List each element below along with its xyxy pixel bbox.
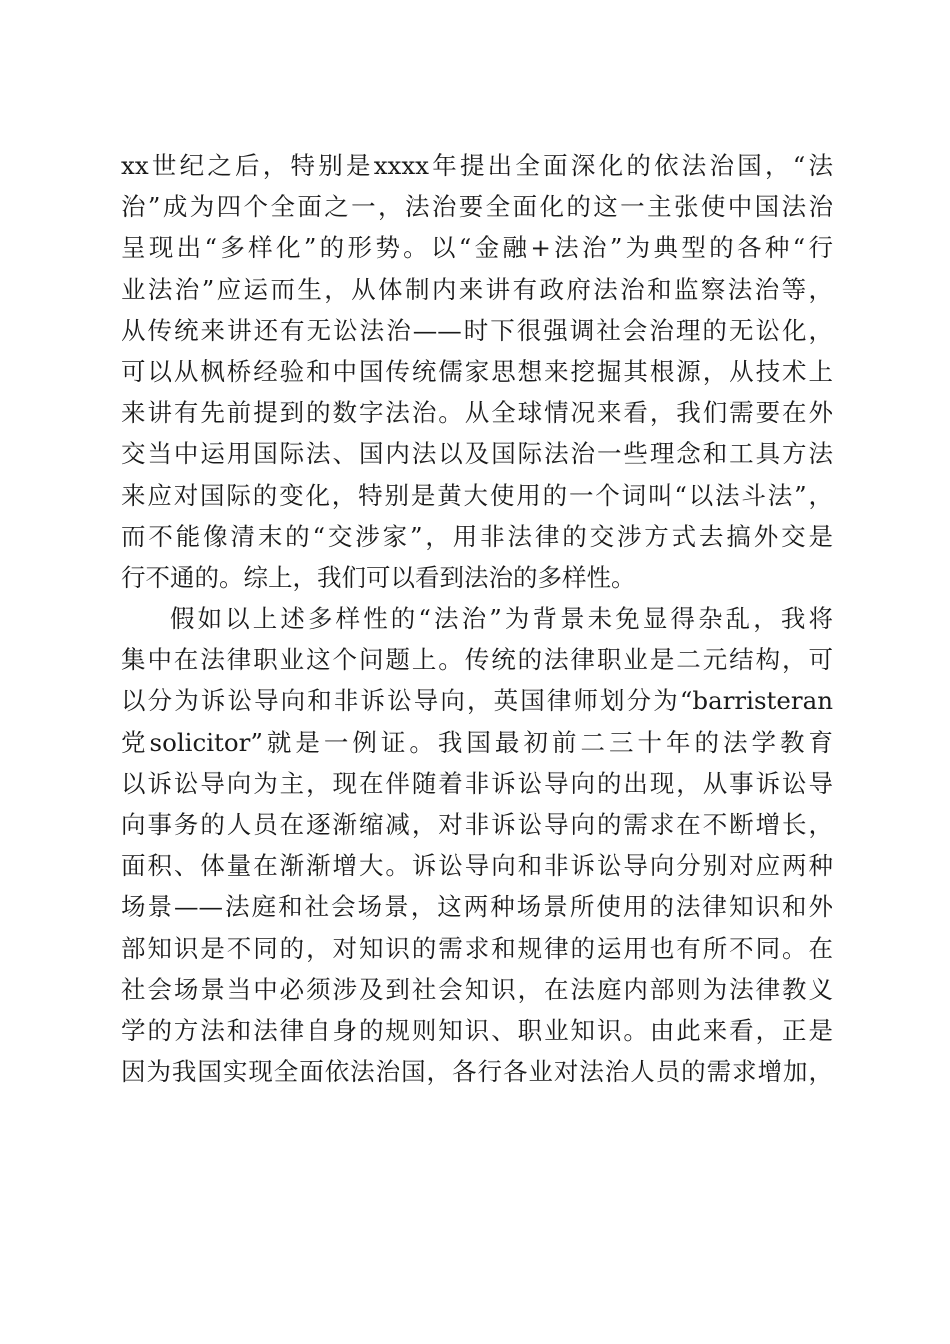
text-line: 社会场景当中必须涉及到社会知识，在法庭内部则为法律教义	[121, 974, 833, 1004]
text-line: 向事务的人员在逐渐缩减，对非诉讼导向的需求在不断增长，	[121, 810, 833, 839]
paragraph-1	[121, 145, 833, 598]
text-line: 呈现出“多样化”的形势。以“金融+法治”为典型的各种“行	[121, 233, 833, 263]
text-line: 部知识是不同的，对知识的需求和规律的运用也有所不同。在	[121, 933, 833, 963]
text-line: 行不通的。综上，我们可以看到法治的多样性。	[121, 562, 636, 592]
text-line: 来讲有先前提到的数字法治。从全球情况来看，我们需要在外	[121, 398, 833, 428]
body-text	[121, 145, 833, 1092]
text-line: 业法治”应运而生，从体制内来讲有政府法治和监察法治等，	[121, 274, 833, 304]
text-line: 集中在法律职业这个问题上。传统的法律职业是二元结构，可	[121, 645, 833, 675]
text-line: 交当中运用国际法、国内法以及国际法治一些理念和工具方法	[121, 439, 833, 469]
text-line: 因为我国实现全面依法治国，各行各业对法治人员的需求增加，	[121, 1057, 833, 1087]
text-line: 以分为诉讼导向和非诉讼导向，英国律师划分为“barristeran	[121, 686, 833, 716]
text-line: 而不能像清末的“交涉家”，用非法律的交涉方式去搞外交是	[121, 521, 833, 551]
text-line: 可以从枫桥经验和中国传统儒家思想来挖掘其根源，从技术上	[121, 356, 833, 386]
text-line: 治”成为四个全面之一，法治要全面化的这一主张使中国法治	[121, 192, 833, 222]
text-line: 从传统来讲还有无讼法治——时下很强调社会治理的无讼化，	[121, 315, 833, 345]
text-line: 党solicitor”就是一例证。我国最初前二三十年的法学教育	[121, 727, 833, 757]
text-line: 以诉讼导向为主，现在伴随着非诉讼导向的出现，从事诉讼导	[121, 768, 833, 798]
text-line: 面积、体量在渐渐增大。诉讼导向和非诉讼导向分别对应两种	[121, 851, 833, 881]
text-line: 场景——法庭和社会场景，这两种场景所使用的法律知识和外	[121, 892, 833, 922]
paragraph-2	[121, 598, 833, 1092]
text-line: 来应对国际的变化，特别是黄大使用的一个词叫“以法斗法”，	[121, 480, 833, 510]
text-line: 假如以上述多样性的“法治”为背景未免显得杂乱，我将	[170, 604, 833, 634]
text-line: xx世纪之后，特别是xxxx年提出全面深化的依法治国，“法	[121, 151, 833, 180]
text-line: 学的方法和法律自身的规则知识、职业知识。由此来看，正是	[121, 1015, 833, 1045]
